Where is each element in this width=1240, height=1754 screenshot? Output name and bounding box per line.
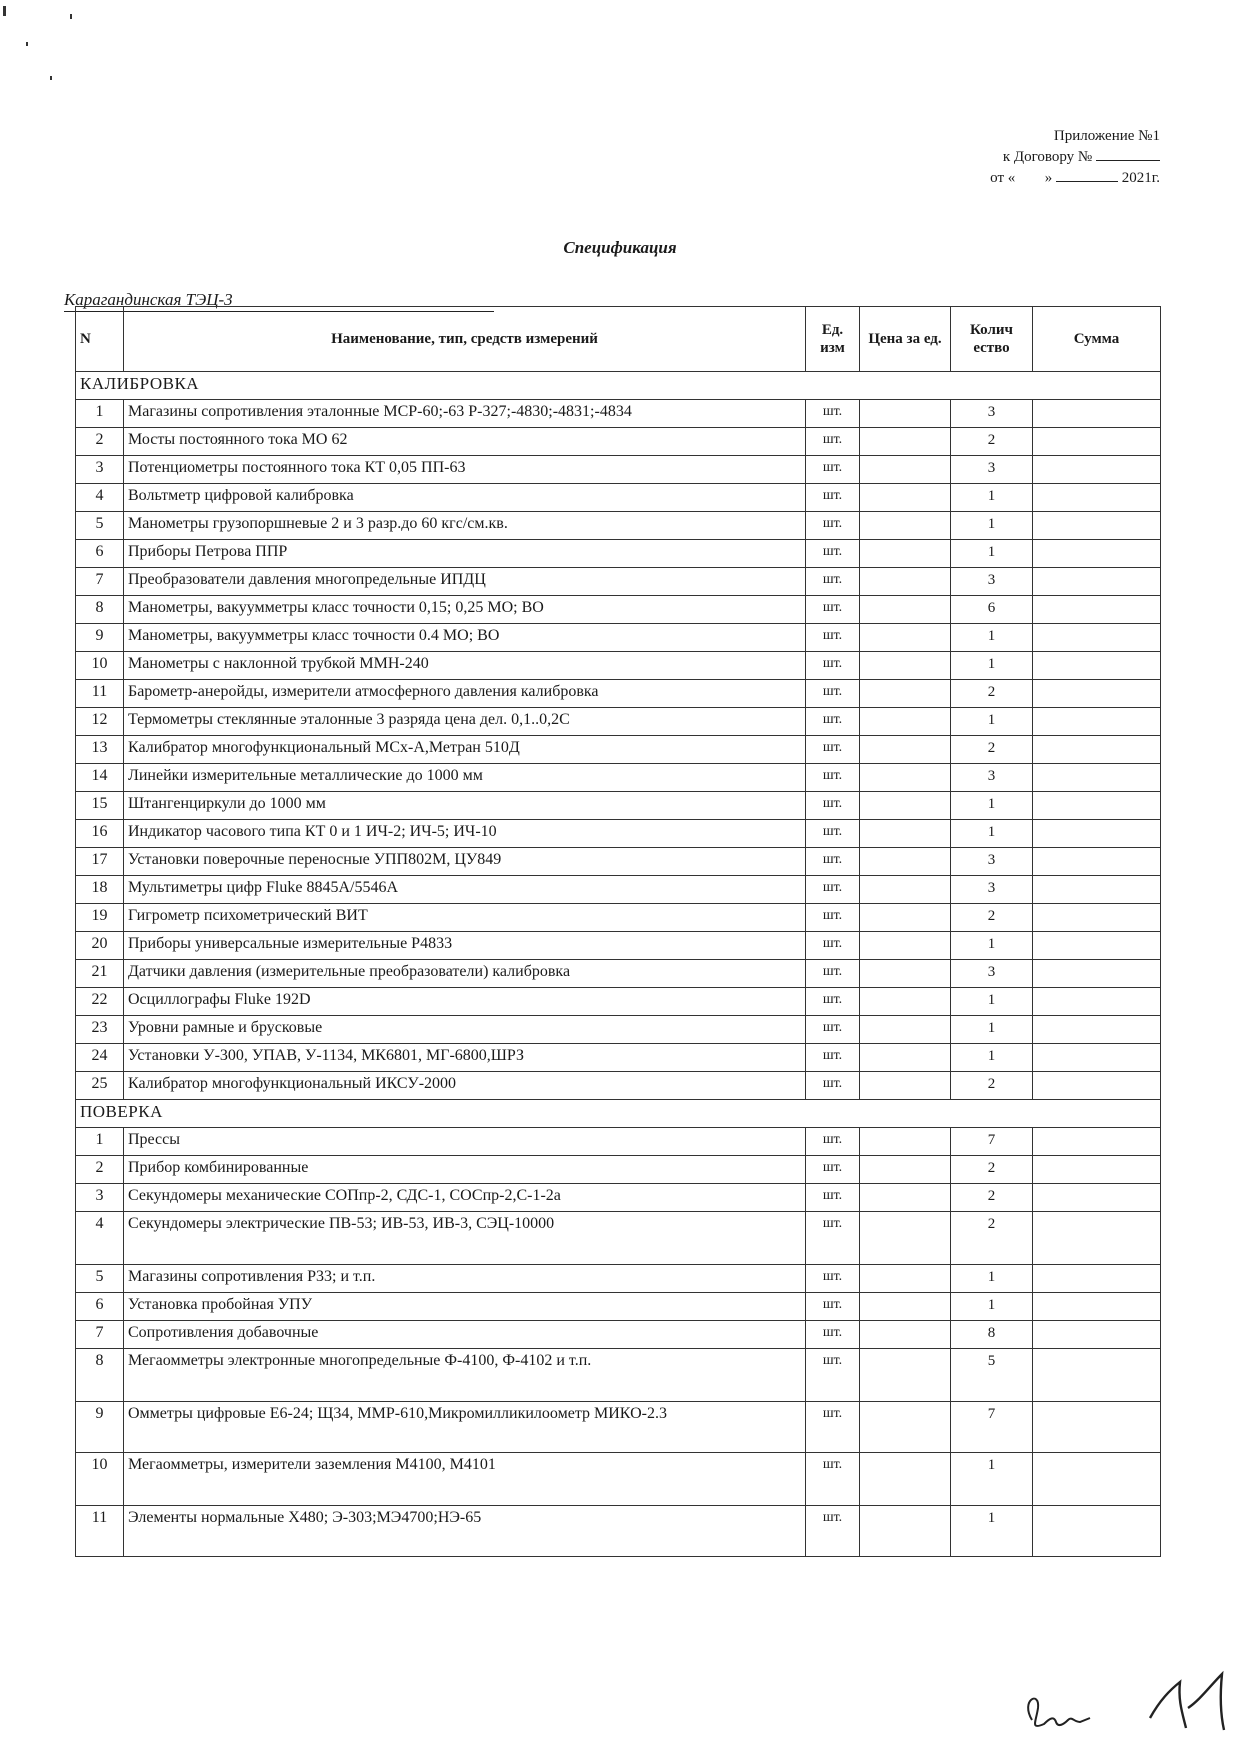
item-name: Мегаомметры, измерители заземления М4100, М4101 [124, 1453, 806, 1506]
item-number: 20 [76, 932, 124, 960]
item-name: Магазины сопротивления эталонные МСР-60;-63 Р-327;-4830;-4831;-4834 [124, 400, 806, 428]
contract-label: к Договору № [1002, 149, 1093, 165]
item-number: 6 [76, 540, 124, 568]
item-price [860, 848, 951, 876]
item-sum [1033, 848, 1161, 876]
item-unit: шт. [806, 1128, 860, 1156]
table-body [76, 372, 1161, 1557]
item-name: Прибор комбинированные [124, 1156, 806, 1184]
item-name: Калибратор многофункциональный ИКСУ-2000 [124, 1072, 806, 1100]
item-number: 2 [76, 428, 124, 456]
table-row [76, 904, 1161, 932]
table-row [76, 876, 1161, 904]
item-unit: шт. [806, 932, 860, 960]
item-sum [1033, 736, 1161, 764]
item-name: Индикатор часового типа КТ 0 и 1 ИЧ-2; ИЧ-5; ИЧ-10 [124, 820, 806, 848]
handwritten-signature [1010, 1660, 1240, 1740]
item-sum [1033, 1184, 1161, 1212]
header-sum: Сумма [1033, 307, 1161, 372]
item-name: Приборы Петрова ППР [124, 540, 806, 568]
item-unit: шт. [806, 400, 860, 428]
item-name: Датчики давления (измерительные преобразователи) калибровка [124, 960, 806, 988]
item-name: Манометры с наклонной трубкой ММН-240 [124, 652, 806, 680]
item-number: 21 [76, 960, 124, 988]
item-price [860, 1506, 951, 1557]
item-price [860, 484, 951, 512]
item-price [860, 540, 951, 568]
table-row [76, 764, 1161, 792]
item-price [860, 680, 951, 708]
item-price [860, 624, 951, 652]
item-quantity: 1 [951, 1293, 1033, 1321]
item-sum [1033, 568, 1161, 596]
item-unit: шт. [806, 708, 860, 736]
table-row [76, 596, 1161, 624]
item-name: Преобразователи давления многопредельные ИПДЦ [124, 568, 806, 596]
table-header [76, 307, 1161, 372]
item-sum [1033, 1506, 1161, 1557]
item-sum [1033, 1212, 1161, 1265]
item-sum [1033, 932, 1161, 960]
scan-speck [70, 14, 72, 19]
table-row [76, 568, 1161, 596]
item-quantity: 2 [951, 1184, 1033, 1212]
item-unit: шт. [806, 1184, 860, 1212]
item-number: 9 [76, 1402, 124, 1453]
item-number: 4 [76, 1212, 124, 1265]
item-price [860, 1265, 951, 1293]
item-unit: шт. [806, 540, 860, 568]
item-price [860, 1212, 951, 1265]
table-row [76, 1128, 1161, 1156]
item-quantity: 3 [951, 568, 1033, 596]
item-price [860, 1293, 951, 1321]
item-quantity: 2 [951, 1156, 1033, 1184]
item-price [860, 988, 951, 1016]
item-sum [1033, 1016, 1161, 1044]
item-quantity: 3 [951, 764, 1033, 792]
item-number: 12 [76, 708, 124, 736]
item-quantity: 7 [951, 1402, 1033, 1453]
header-price: Цена за ед. [860, 307, 951, 372]
item-unit: шт. [806, 428, 860, 456]
table-row [76, 400, 1161, 428]
item-quantity: 5 [951, 1349, 1033, 1402]
item-number: 23 [76, 1016, 124, 1044]
header-qty: Колич ество [951, 307, 1033, 372]
item-unit: шт. [806, 624, 860, 652]
item-number: 5 [76, 512, 124, 540]
table-row [76, 624, 1161, 652]
item-unit: шт. [806, 736, 860, 764]
item-sum [1033, 1349, 1161, 1402]
item-number: 25 [76, 1072, 124, 1100]
specification-table [75, 306, 1161, 1557]
item-price [860, 736, 951, 764]
table-row [76, 708, 1161, 736]
item-name: Сопротивления добавочные [124, 1321, 806, 1349]
item-price [860, 876, 951, 904]
item-quantity: 1 [951, 932, 1033, 960]
table-row [76, 848, 1161, 876]
section-row-verification [76, 1100, 1161, 1128]
item-sum [1033, 1453, 1161, 1506]
item-unit: шт. [806, 1402, 860, 1453]
item-sum [1033, 512, 1161, 540]
section-title-verification: ПОВЕРКА [76, 1100, 1161, 1128]
item-quantity: 1 [951, 1453, 1033, 1506]
scan-speck [3, 6, 6, 16]
item-name: Мосты постоянного тока МО 62 [124, 428, 806, 456]
appendix-header [960, 126, 1160, 188]
date-year: 2021г. [1121, 170, 1160, 186]
table-row [76, 1321, 1161, 1349]
item-unit: шт. [806, 484, 860, 512]
header-num: N [76, 307, 124, 372]
contract-number-line [960, 146, 1160, 167]
item-name: Омметры цифровые Е6-24; Щ34, ММР-610,Микромилликилоометр МИКО-2.3 [124, 1402, 806, 1453]
item-price [860, 1184, 951, 1212]
item-sum [1033, 876, 1161, 904]
item-name: Мегаомметры электронные многопредельные Ф-4100, Ф-4102 и т.п. [124, 1349, 806, 1402]
scan-speck [26, 42, 28, 46]
item-quantity: 1 [951, 988, 1033, 1016]
item-sum [1033, 764, 1161, 792]
item-sum [1033, 792, 1161, 820]
item-name: Калибратор многофункциональный МСх-А,Метран 510Д [124, 736, 806, 764]
item-sum [1033, 960, 1161, 988]
item-name: Манометры, вакуумметры класс точности 0,15; 0,25 МО; ВО [124, 596, 806, 624]
item-unit: шт. [806, 904, 860, 932]
date-open-quote: от « [990, 170, 1016, 186]
table-row [76, 484, 1161, 512]
item-name: Установка пробойная УПУ [124, 1293, 806, 1321]
item-name: Мультиметры цифр Fluke 8845A/5546A [124, 876, 806, 904]
item-price [860, 456, 951, 484]
item-price [860, 568, 951, 596]
item-price [860, 1016, 951, 1044]
item-name: Секундомеры механические СОПпр-2, СДС-1, СОСпр-2,С-1-2а [124, 1184, 806, 1212]
item-quantity: 2 [951, 680, 1033, 708]
table-row [76, 652, 1161, 680]
item-price [860, 596, 951, 624]
item-sum [1033, 1293, 1161, 1321]
item-unit: шт. [806, 792, 860, 820]
item-quantity: 6 [951, 596, 1033, 624]
item-unit: шт. [806, 1072, 860, 1100]
item-unit: шт. [806, 1349, 860, 1402]
table-row [76, 1349, 1161, 1402]
item-name: Штангенциркули до 1000 мм [124, 792, 806, 820]
item-number: 8 [76, 1349, 124, 1402]
table-row [76, 988, 1161, 1016]
item-unit: шт. [806, 1044, 860, 1072]
date-close-quote: » [1044, 170, 1053, 186]
table-row [76, 736, 1161, 764]
item-price [860, 1402, 951, 1453]
table-row [76, 1293, 1161, 1321]
item-quantity: 2 [951, 1212, 1033, 1265]
item-number: 18 [76, 876, 124, 904]
item-unit: шт. [806, 848, 860, 876]
item-name: Потенциометры постоянного тока КТ 0,05 ПП-63 [124, 456, 806, 484]
item-name: Магазины сопротивления Р33; и т.п. [124, 1265, 806, 1293]
item-quantity: 1 [951, 792, 1033, 820]
item-number: 10 [76, 1453, 124, 1506]
item-number: 17 [76, 848, 124, 876]
item-sum [1033, 708, 1161, 736]
item-sum [1033, 400, 1161, 428]
item-unit: шт. [806, 1265, 860, 1293]
item-number: 1 [76, 1128, 124, 1156]
item-price [860, 652, 951, 680]
item-number: 6 [76, 1293, 124, 1321]
item-name: Термометры стеклянные эталонные 3 разряда цена дел. 0,1..0,2С [124, 708, 806, 736]
table-row [76, 1044, 1161, 1072]
document-title: Спецификация [563, 238, 677, 257]
item-quantity: 1 [951, 484, 1033, 512]
item-sum [1033, 1402, 1161, 1453]
item-price [860, 1156, 951, 1184]
table-row [76, 1184, 1161, 1212]
item-name: Прессы [124, 1128, 806, 1156]
item-price [860, 960, 951, 988]
item-number: 1 [76, 400, 124, 428]
item-number: 2 [76, 1156, 124, 1184]
item-price [860, 932, 951, 960]
item-quantity: 7 [951, 1128, 1033, 1156]
organization-name: Карагандинская ТЭЦ-3 [64, 290, 494, 312]
item-quantity: 2 [951, 1072, 1033, 1100]
item-unit: шт. [806, 1156, 860, 1184]
item-number: 24 [76, 1044, 124, 1072]
item-number: 7 [76, 568, 124, 596]
item-name: Линейки измерительные металлические до 1000 мм [124, 764, 806, 792]
contract-date-line [960, 167, 1160, 188]
item-sum [1033, 1072, 1161, 1100]
item-price [860, 1044, 951, 1072]
table-row [76, 1506, 1161, 1557]
item-sum [1033, 680, 1161, 708]
item-sum [1033, 624, 1161, 652]
item-price [860, 904, 951, 932]
table-row [76, 792, 1161, 820]
table-row [76, 428, 1161, 456]
item-name: Приборы универсальные измерительные Р4833 [124, 932, 806, 960]
item-quantity: 2 [951, 736, 1033, 764]
item-quantity: 1 [951, 624, 1033, 652]
item-number: 11 [76, 1506, 124, 1557]
item-sum [1033, 596, 1161, 624]
item-name: Манометры грузопоршневые 2 и 3 разр.до 60 кгс/см.кв. [124, 512, 806, 540]
item-unit: шт. [806, 764, 860, 792]
table-row [76, 540, 1161, 568]
table-row [76, 960, 1161, 988]
item-number: 19 [76, 904, 124, 932]
item-quantity: 8 [951, 1321, 1033, 1349]
item-sum [1033, 1265, 1161, 1293]
table-row [76, 1265, 1161, 1293]
item-number: 14 [76, 764, 124, 792]
item-name: Секундомеры электрические ПВ-53; ИВ-53, ИВ-3, СЭЦ-10000 [124, 1212, 806, 1265]
item-unit: шт. [806, 1016, 860, 1044]
item-name: Элементы нормальные Х480; Э-303;МЭ4700;НЭ-65 [124, 1506, 806, 1557]
item-quantity: 2 [951, 428, 1033, 456]
item-price [860, 1349, 951, 1402]
table-row [76, 1072, 1161, 1100]
item-unit: шт. [806, 820, 860, 848]
item-sum [1033, 904, 1161, 932]
item-price [860, 1072, 951, 1100]
item-quantity: 1 [951, 512, 1033, 540]
item-number: 22 [76, 988, 124, 1016]
item-quantity: 1 [951, 652, 1033, 680]
item-quantity: 1 [951, 1265, 1033, 1293]
contract-number-blank [1096, 146, 1160, 161]
item-unit: шт. [806, 1506, 860, 1557]
item-name: Гигрометр психометрический ВИТ [124, 904, 806, 932]
item-unit: шт. [806, 876, 860, 904]
table-row [76, 1212, 1161, 1265]
item-number: 11 [76, 680, 124, 708]
item-sum [1033, 428, 1161, 456]
item-price [860, 1321, 951, 1349]
item-quantity: 3 [951, 848, 1033, 876]
item-number: 3 [76, 1184, 124, 1212]
appendix-title: Приложение №1 [1053, 128, 1160, 144]
item-name: Барометр-анеройды, измерители атмосферного давления калибровка [124, 680, 806, 708]
table-row [76, 680, 1161, 708]
item-price [860, 400, 951, 428]
item-unit: шт. [806, 568, 860, 596]
item-name: Вольтметр цифровой калибровка [124, 484, 806, 512]
item-number: 16 [76, 820, 124, 848]
item-price [860, 1453, 951, 1506]
item-price [860, 428, 951, 456]
item-quantity: 3 [951, 960, 1033, 988]
table-row [76, 1402, 1161, 1453]
date-month-blank [1056, 167, 1118, 182]
item-name: Уровни рамные и брусковые [124, 1016, 806, 1044]
item-unit: шт. [806, 596, 860, 624]
item-number: 10 [76, 652, 124, 680]
item-quantity: 3 [951, 876, 1033, 904]
item-sum [1033, 1128, 1161, 1156]
item-quantity: 1 [951, 708, 1033, 736]
item-sum [1033, 988, 1161, 1016]
scan-speck [50, 76, 52, 80]
item-sum [1033, 484, 1161, 512]
item-quantity: 1 [951, 1016, 1033, 1044]
item-number: 4 [76, 484, 124, 512]
header-unit: Ед. изм [806, 307, 860, 372]
item-quantity: 1 [951, 540, 1033, 568]
item-number: 13 [76, 736, 124, 764]
table-row [76, 456, 1161, 484]
item-unit: шт. [806, 512, 860, 540]
item-unit: шт. [806, 1321, 860, 1349]
item-unit: шт. [806, 680, 860, 708]
item-name: Установки У-300, УПАВ, У-1134, МК6801, МГ-6800,ШРЗ [124, 1044, 806, 1072]
item-sum [1033, 652, 1161, 680]
item-price [860, 792, 951, 820]
table-row [76, 512, 1161, 540]
item-price [860, 820, 951, 848]
item-quantity: 1 [951, 820, 1033, 848]
table-row [76, 1156, 1161, 1184]
item-number: 5 [76, 1265, 124, 1293]
item-number: 8 [76, 596, 124, 624]
item-unit: шт. [806, 652, 860, 680]
item-price [860, 764, 951, 792]
item-sum [1033, 1044, 1161, 1072]
item-name: Установки поверочные переносные УПП802М, ЦУ849 [124, 848, 806, 876]
item-quantity: 1 [951, 1044, 1033, 1072]
item-sum [1033, 820, 1161, 848]
item-number: 3 [76, 456, 124, 484]
header-name: Наименование, тип, средств измерений [124, 307, 806, 372]
item-quantity: 3 [951, 456, 1033, 484]
item-sum [1033, 540, 1161, 568]
item-quantity: 2 [951, 904, 1033, 932]
table-row [76, 932, 1161, 960]
item-unit: шт. [806, 1212, 860, 1265]
item-number: 15 [76, 792, 124, 820]
item-price [860, 512, 951, 540]
table-row [76, 1453, 1161, 1506]
item-quantity: 1 [951, 1506, 1033, 1557]
item-price [860, 708, 951, 736]
item-unit: шт. [806, 960, 860, 988]
item-unit: шт. [806, 988, 860, 1016]
item-sum [1033, 1156, 1161, 1184]
section-row-calibration [76, 372, 1161, 400]
item-sum [1033, 456, 1161, 484]
item-name: Манометры, вакуумметры класс точности 0.4 МО; ВО [124, 624, 806, 652]
item-name: Осциллографы Fluke 192D [124, 988, 806, 1016]
item-unit: шт. [806, 1293, 860, 1321]
item-quantity: 3 [951, 400, 1033, 428]
item-number: 7 [76, 1321, 124, 1349]
table-row [76, 1016, 1161, 1044]
item-unit: шт. [806, 1453, 860, 1506]
item-number: 9 [76, 624, 124, 652]
item-sum [1033, 1321, 1161, 1349]
table-row [76, 820, 1161, 848]
item-price [860, 1128, 951, 1156]
item-unit: шт. [806, 456, 860, 484]
section-title-calibration: КАЛИБРОВКА [76, 372, 1161, 400]
